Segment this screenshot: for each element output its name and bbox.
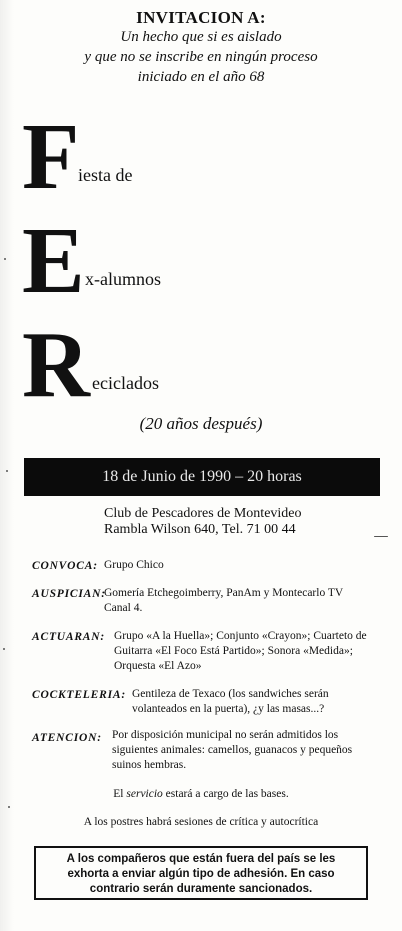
cockteleria-text-1: Gentileza de Texaco (los sandwiches serán bbox=[132, 688, 329, 700]
atencion-text-1: Por disposición municipal no serán admitidos los bbox=[112, 729, 339, 741]
cockteleria-label: COCKTELERIA: bbox=[32, 689, 126, 701]
atencion-label: ATENCION: bbox=[32, 732, 102, 744]
date-banner bbox=[24, 458, 380, 496]
atencion-text-2: siguientes animales: camellos, guanacos y pequeños bbox=[112, 744, 353, 756]
actuaran-text-3: Orquesta «El Azo» bbox=[114, 660, 202, 672]
auspician-text-2: Canal 4. bbox=[104, 602, 143, 614]
servicio-post: estará a cargo de las bases. bbox=[162, 788, 289, 800]
scan-speck bbox=[6, 470, 8, 472]
servicio-pre: El bbox=[113, 788, 127, 800]
scan-speck bbox=[8, 806, 10, 808]
cockteleria-text-2: volanteados en la puerta), ¿y las masas...? bbox=[132, 703, 325, 715]
invitation-title: INVITACION A: bbox=[136, 8, 266, 27]
acronym-letter-r: R bbox=[22, 313, 90, 417]
actuaran-label: ACTUARAN: bbox=[32, 631, 106, 643]
actuaran-text-1: Grupo «A la Huella»; Conjunto «Crayon»; Cuarteto de bbox=[114, 630, 367, 642]
header-line-2: y que no se inscribe en ningún proceso bbox=[84, 49, 318, 65]
scan-speck bbox=[4, 258, 6, 260]
convoca-text: Grupo Chico bbox=[104, 559, 164, 571]
acronym-rest-f: iesta de bbox=[78, 165, 133, 185]
acronym-letter-e: E bbox=[22, 209, 85, 313]
servicio-line bbox=[0, 788, 402, 800]
servicio-word: servicio bbox=[126, 788, 163, 800]
notice-line-1: A los compañeros que están fuera del país se les bbox=[66, 853, 336, 865]
acronym-rest-r: eciclados bbox=[92, 373, 159, 393]
venue-name: Club de Pescadores de Montevideo bbox=[104, 506, 302, 521]
atencion-text-3: suinos hembras. bbox=[112, 759, 187, 771]
header-line-1: Un hecho que si es aislado bbox=[120, 29, 282, 45]
notice-line-3: contrario serán duramente sancionados. bbox=[89, 883, 313, 895]
convoca-label: CONVOCA: bbox=[32, 560, 98, 572]
date-text: 18 de Junio de 1990 – 20 horas bbox=[102, 468, 302, 485]
subtitle: (20 años después) bbox=[139, 414, 263, 433]
postres-line: A los postres habrá sesiones de crítica y autocrítica bbox=[83, 816, 319, 828]
auspician-label: AUSPICIAN: bbox=[32, 588, 106, 600]
acronym-rest-e: x-alumnos bbox=[85, 269, 161, 289]
notice-box bbox=[34, 846, 368, 900]
venue-address: Rambla Wilson 640, Tel. 71 00 44 bbox=[104, 522, 296, 537]
auspician-text-1: Gomería Etchegoimberry, PanAm y Montecarlo TV bbox=[104, 587, 344, 599]
notice-line-2: exhorta a enviar algún tipo de adhesión. En caso bbox=[67, 868, 335, 880]
scan-speck bbox=[3, 648, 5, 650]
acronym-letter-f: F bbox=[22, 105, 80, 209]
actuaran-text-2: Guitarra «El Foco Está Partido»; Sonora «Medida»; bbox=[114, 645, 353, 657]
scan-speck bbox=[374, 536, 388, 537]
header-line-3: iniciado en el año 68 bbox=[137, 69, 265, 85]
